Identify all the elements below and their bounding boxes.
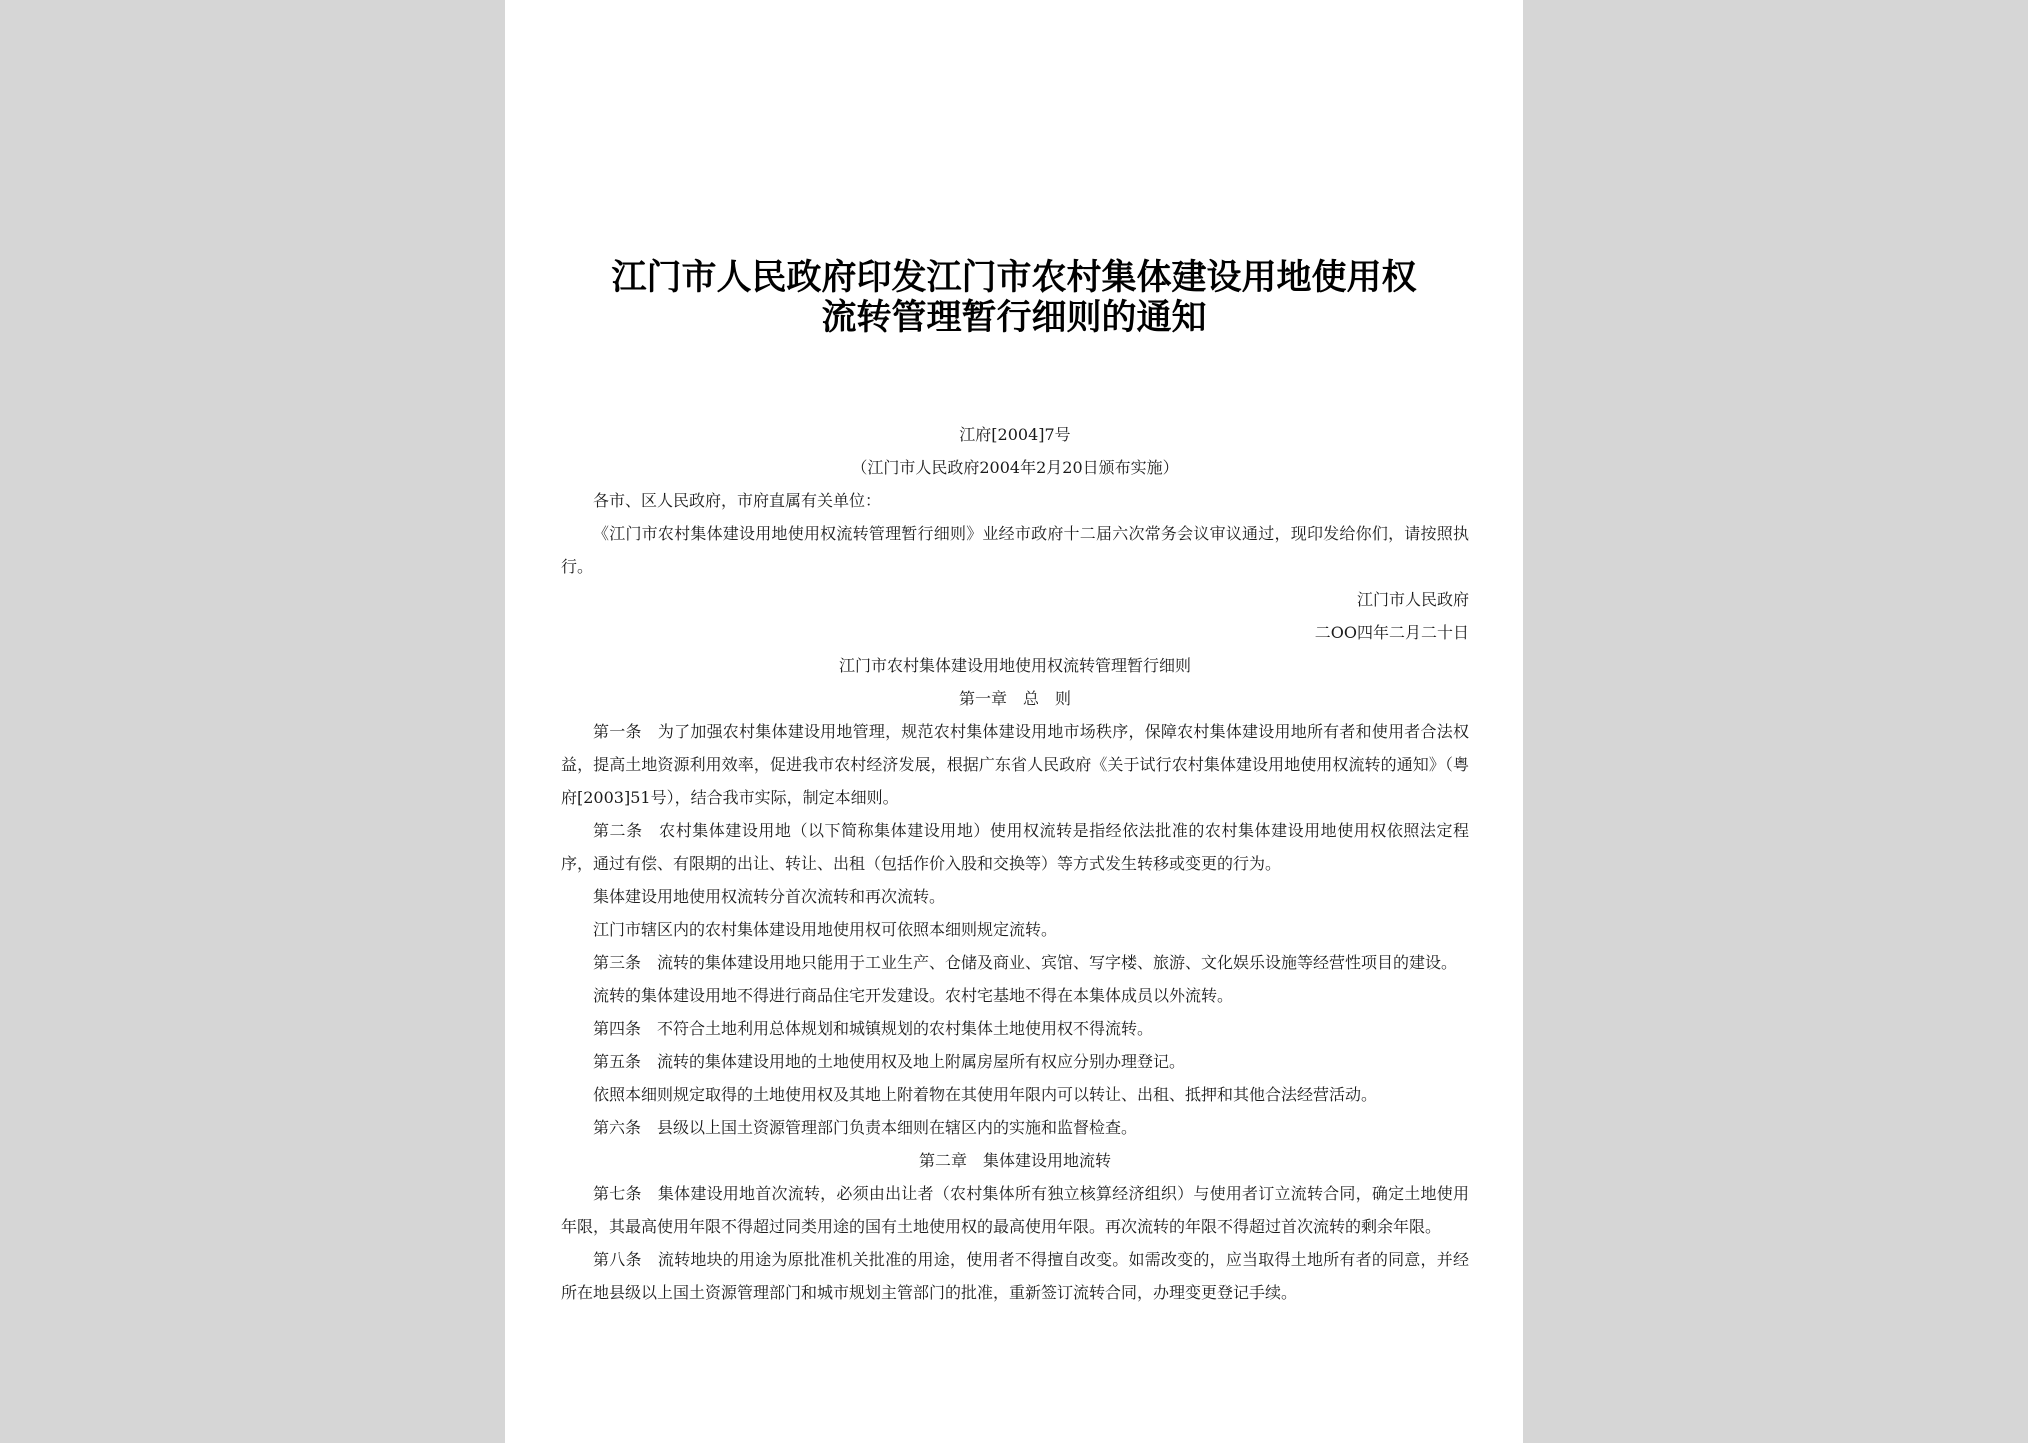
title-line-1: 江门市人民政府印发江门市农村集体建设用地使用权 — [611, 258, 1417, 298]
doc-number: 江府[2004]7号 — [959, 425, 1071, 444]
article-5: 第五条 流转的集体建设用地的土地使用权及地上附属房屋所有权应分别办理登记。 — [593, 1052, 1186, 1071]
document-page — [505, 0, 1523, 1443]
addressee: 各市、区人民政府，市府直属有关单位： — [593, 491, 882, 510]
chapter-2-title: 第二章 集体建设用地流转 — [918, 1151, 1111, 1170]
article-8: 第八条 流转地块的用途为原批准机关批准的用途，使用者不得擅自改变。如需改变的，应当取得土地所有者的同意，并经所在地县级以上国土资源管理部门和城市规划主管部门的批准，重新签订流转合同，办理变更登记手续。 — [561, 1250, 1469, 1302]
article-5-para-2: 依照本细则规定取得的土地使用权及其地上附着物在其使用年限内可以转让、出租、抵押和其他合法经营活动。 — [593, 1085, 1378, 1104]
issue-note: （江门市人民政府2004年2月20日颁布实施） — [851, 458, 1179, 477]
article-1: 第一条 为了加强农村集体建设用地管理，规范农村集体建设用地市场秩序，保障农村集体建设用地所有者和使用者合法权益，提高土地资源利用效率，促进我市农村经济发展，根据广东省人民政府《关于试行农村集体建设用地使用权流转的通知》（粤府[2003]51号），结合我市实际，制定本细则。 — [561, 722, 1469, 807]
article-6: 第六条 县级以上国土资源管理部门负责本细则在辖区内的实施和监督检查。 — [593, 1118, 1138, 1137]
article-2: 第二条 农村集体建设用地（以下简称集体建设用地）使用权流转是指经依法批准的农村集体建设用地使用权依照法定程序，通过有偿、有限期的出让、转让、出租（包括作价入股和交换等）等方式发生转移或变更的行为。 — [561, 821, 1469, 873]
sign-date: 二OO四年二月二十日 — [1314, 623, 1469, 642]
article-3: 第三条 流转的集体建设用地只能用于工业生产、仓储及商业、宾馆、写字楼、旅游、文化娱乐设施等经营性项目的建设。 — [593, 953, 1458, 972]
rules-title: 江门市农村集体建设用地使用权流转管理暂行细则 — [838, 656, 1191, 675]
article-2-para-2: 集体建设用地使用权流转分首次流转和再次流转。 — [593, 887, 946, 906]
article-7: 第七条 集体建设用地首次流转，必须由出让者（农村集体所有独立核算经济组织）与使用者订立流转合同，确定土地使用年限，其最高使用年限不得超过同类用途的国有土地使用权的最高使用年限。再次流转的年限不得超过首次流转的剩余年限。 — [561, 1184, 1469, 1236]
chapter-1-title: 第一章 总 则 — [958, 689, 1071, 708]
title-line-2: 流转管理暂行细则的通知 — [821, 298, 1207, 338]
signer: 江门市人民政府 — [1356, 590, 1469, 609]
notice-body: 《江门市农村集体建设用地使用权流转管理暂行细则》业经市政府十二届六次常务会议审议通过，现印发给你们，请按照执行。 — [561, 524, 1469, 576]
article-4: 第四条 不符合土地利用总体规划和城镇规划的农村集体土地使用权不得流转。 — [593, 1019, 1154, 1038]
article-2-para-3: 江门市辖区内的农村集体建设用地使用权可依照本细则规定流转。 — [593, 920, 1058, 939]
document-body — [561, 418, 1469, 1309]
document-title — [505, 258, 1523, 338]
article-3-para-2: 流转的集体建设用地不得进行商品住宅开发建设。农村宅基地不得在本集体成员以外流转。 — [593, 986, 1234, 1005]
